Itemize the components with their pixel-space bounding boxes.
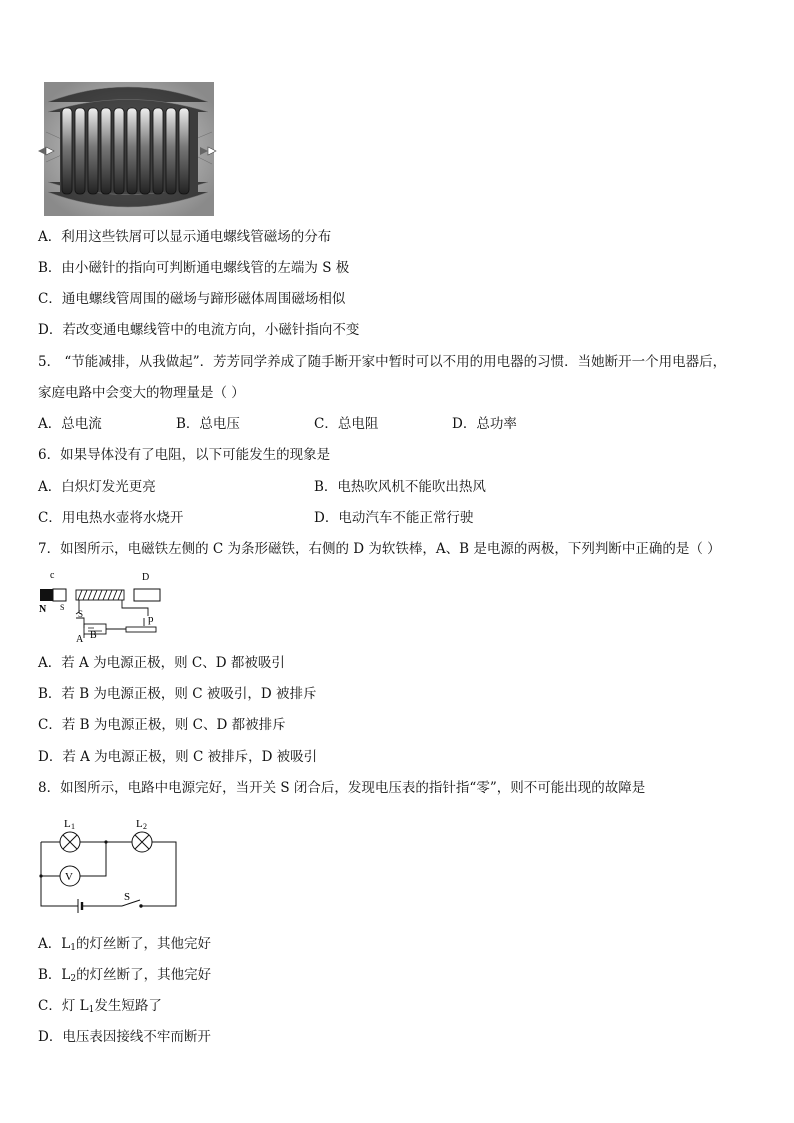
lamp-l1-icon bbox=[60, 832, 80, 852]
q5-stem-line2: 家庭电路中会变大的物理量是（ ） bbox=[38, 385, 245, 401]
lamp-l2-icon bbox=[132, 832, 152, 852]
q4-option-c: C．通电螺线管周围的磁场与蹄形磁体周围磁场相似 bbox=[38, 291, 346, 307]
lamp-l1-letter: L bbox=[64, 818, 71, 830]
q8-option-c-pre: C．灯 L bbox=[38, 998, 89, 1014]
coil bbox=[76, 590, 124, 600]
bar-magnet-south bbox=[53, 589, 66, 601]
magnet-s-label: S bbox=[60, 603, 65, 612]
q7-option-c: C．若 B 为电源正极，则 C、D 都被排斥 bbox=[38, 717, 286, 733]
circuit-figure bbox=[36, 812, 182, 916]
q8-option-b-post: 的灯丝断了，其他完好 bbox=[76, 967, 212, 983]
q5-option-a: A．总电流 bbox=[38, 416, 102, 432]
lamp-l2-sub: 2 bbox=[143, 822, 147, 831]
voltmeter-label: V bbox=[65, 871, 73, 883]
electromagnet-figure bbox=[36, 568, 166, 644]
q4-option-a: A．利用这些铁屑可以显示通电螺线管磁场的分布 bbox=[38, 229, 332, 245]
q7-stem: 7．如图所示，电磁铁左侧的 C 为条形磁铁，右侧的 D 为软铁棒，A、B 是电源的两极，下列判断中正确的是（ ） bbox=[38, 541, 721, 557]
q8-option-c bbox=[38, 997, 162, 1019]
magnet-n-label: N bbox=[39, 604, 47, 615]
bar-magnet-north bbox=[40, 589, 53, 601]
q5-stem-line1: 5． “节能减排，从我做起”．芳芳同学养成了随手断开家中暂时可以不用的用电器的习惯．当她断开一个用电器后， bbox=[38, 354, 727, 370]
switch-s-label: S bbox=[78, 609, 84, 619]
q8-option-a-pre: A．L bbox=[38, 936, 71, 952]
q8-option-b-pre: B．L bbox=[38, 967, 71, 983]
source-a-label: A bbox=[76, 634, 84, 644]
soft-iron-rod bbox=[134, 589, 160, 601]
q7-option-a: A．若 A 为电源正极，则 C、D 都被吸引 bbox=[38, 655, 285, 671]
q6-option-b: B．电热吹风机不能吹出热风 bbox=[314, 479, 486, 495]
rod-d-label: D bbox=[142, 572, 150, 583]
q6-option-c: C．用电热水壶将水烧开 bbox=[38, 510, 184, 526]
lamp-l2-letter: L bbox=[136, 818, 143, 830]
q4-option-d: D．若改变通电螺线管中的电流方向，小磁针指向不变 bbox=[38, 322, 360, 338]
q8-option-c-post: 发生短路了 bbox=[94, 998, 162, 1014]
solenoid-figure bbox=[38, 82, 218, 216]
q8-option-b-sub: 2 bbox=[70, 974, 77, 984]
q8-option-c-sub: 1 bbox=[88, 1005, 95, 1015]
q8-stem: 8．如图所示，电路中电源完好，当开关 S 闭合后，发现电压表的指针指“零”，则不可能出现的故障是 bbox=[38, 780, 646, 796]
q8-option-a-sub: 1 bbox=[70, 943, 76, 953]
q5-option-d: D．总功率 bbox=[452, 416, 517, 432]
q5-option-c: C．总电阻 bbox=[314, 416, 379, 432]
q7-option-b: B．若 B 为电源正极，则 C 被吸引，D 被排斥 bbox=[38, 686, 317, 702]
q8-option-d: D．电压表因接线不牢而断开 bbox=[38, 1029, 211, 1045]
slider-p-label: p bbox=[148, 613, 154, 625]
q8-option-a-post: 的灯丝断了，其他完好 bbox=[75, 936, 211, 952]
voltmeter-icon bbox=[60, 866, 80, 886]
q5-option-b: B．总电压 bbox=[176, 416, 240, 432]
source-b-label: B bbox=[90, 630, 97, 641]
magnet-c-label: c bbox=[50, 570, 55, 581]
q6-option-d: D．电动汽车不能正常行驶 bbox=[314, 510, 474, 526]
q4-option-b: B．由小磁针的指向可判断通电螺线管的左端为 S 极 bbox=[38, 260, 350, 276]
battery-icon bbox=[78, 899, 82, 913]
q8-option-b bbox=[38, 966, 211, 988]
q6-option-a: A．白炽灯发光更亮 bbox=[38, 479, 156, 495]
q6-stem: 6．如果导体没有了电阻，以下可能发生的现象是 bbox=[38, 447, 331, 463]
lamp-l1-sub: 1 bbox=[71, 822, 75, 831]
q8-option-a bbox=[38, 935, 211, 957]
switch-s-label: S bbox=[124, 891, 131, 903]
q7-option-d: D．若 A 为电源正极，则 C 被排斥，D 被吸引 bbox=[38, 749, 318, 765]
